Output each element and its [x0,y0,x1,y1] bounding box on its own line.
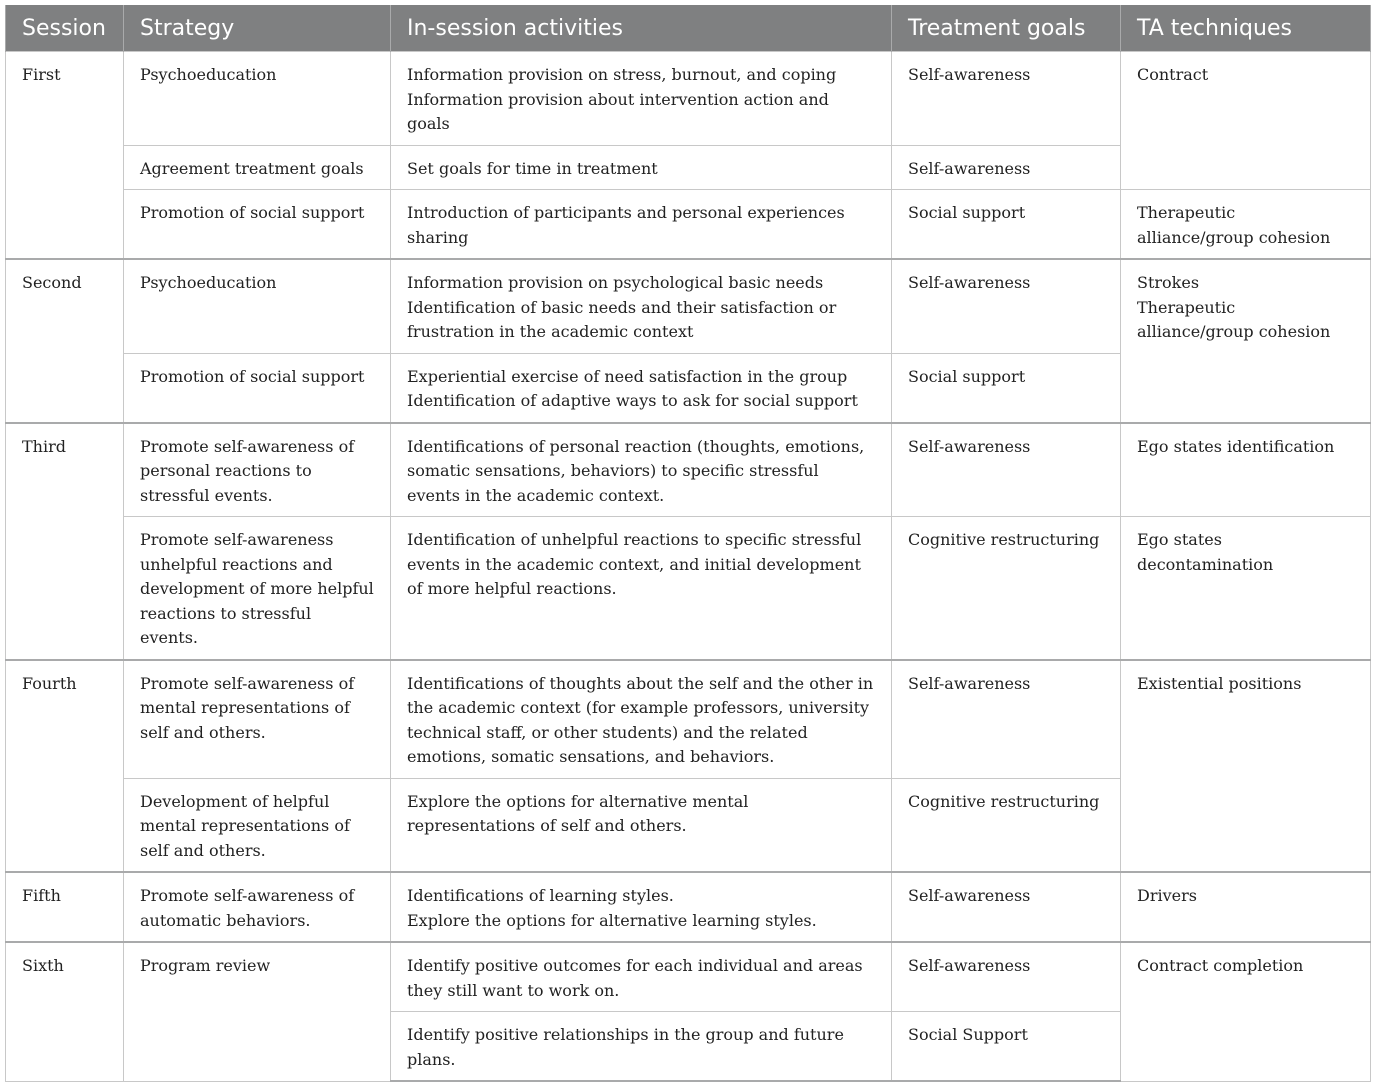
activity-line: Identification of unhelpful reactions to specific stressful events in the academic context, and initial development of more helpful reactions. [407,530,862,598]
activity-line: Explore the options for alternative learning styles. [407,910,817,930]
goal-cell: Cognitive restructuring [892,778,1121,872]
table-row [6,423,1371,517]
strategy-cell: Program review [124,942,391,1081]
goal-cell: Self-awareness [892,942,1121,1012]
header-session: Session [6,5,124,52]
activities-cell [391,190,892,260]
table-row [6,872,1371,942]
ta-line: Therapeutic alliance/group cohesion [1137,297,1331,341]
activities-cell [391,517,892,660]
session-name: Fifth [6,872,124,942]
activity-line: Information provision on psychological basic needs [407,273,824,292]
strategy-cell: Promote self-awareness unhelpful reactions and development of more helpful reactions to stressful events. [124,517,391,660]
activity-line: Identification of adaptive ways to ask for social support [407,391,858,410]
activity-line: Introduction of participants and personal experiences sharing [407,203,845,247]
session-name: Second [6,259,124,423]
goal-cell: Self-awareness [892,259,1121,353]
ta-line: Existential positions [1137,673,1302,693]
strategy-cell: Promote self-awareness of mental representations of self and others. [124,660,391,779]
ta-cell: Drivers [1121,872,1371,942]
ta-cell [1121,259,1371,423]
activities-cell [391,145,892,190]
goal-cell: Self-awareness [892,660,1121,779]
goal-cell: Self-awareness [892,872,1121,942]
activities-cell [391,259,892,353]
activity-line: Experiential exercise of need satisfaction in the group [407,366,848,386]
activities-cell [391,778,892,872]
strategy-cell: Promotion of social support [124,353,391,423]
activity-line: Set goals for time in treatment [407,158,658,178]
table-row [6,660,1371,779]
ta-cell: Ego states identification [1121,423,1371,517]
ta-line: Strokes [1137,273,1200,292]
goal-cell: Self-awareness [892,145,1121,190]
header-row [6,5,1371,52]
table-row [6,517,1371,660]
session-table [5,5,1371,1082]
strategy-cell: Promote self-awareness of personal reactions to stressful events. [124,423,391,517]
session-name: First [6,52,124,260]
activities-cell [391,353,892,423]
activity-line: Identification of basic needs and their satisfaction or frustration in the academic context [407,297,837,341]
table-row [6,942,1371,1012]
strategy-cell: Psychoeducation [124,259,391,353]
strategy-cell: Promote self-awareness of automatic behaviors. [124,872,391,942]
goal-cell: Self-awareness [892,423,1121,517]
activity-line: Identify positive outcomes for each individual and areas they still want to work on. [407,956,863,1000]
session-name: Third [6,423,124,660]
activity-line: Identifications of learning styles. [407,886,674,905]
strategy-cell: Agreement treatment goals [124,145,391,190]
goal-cell: Social support [892,353,1121,423]
header-goals: Treatment goals [892,5,1121,52]
goal-cell: Cognitive restructuring [892,517,1121,660]
goal-cell: Social Support [892,1012,1121,1082]
ta-cell: Therapeutic alliance/group cohesion [1121,190,1371,260]
ta-line: Contract completion [1137,956,1304,975]
table-row [6,52,1371,146]
activity-line: Identifications of thoughts about the self and the other in the academic context (for example professors, university technical staff, or other students) and the related emotions, somatic sensations, and behaviors. [407,673,874,766]
activity-line: Information provision on stress, burnout, and coping [407,65,837,84]
activity-line: Explore the options for alternative mental representations of self and others. [407,791,749,835]
strategy-cell: Promotion of social support [124,190,391,260]
header-ta: TA techniques [1121,5,1371,52]
ta-cell [1121,660,1371,873]
goal-cell: Self-awareness [892,52,1121,146]
table-row [6,190,1371,260]
header-strategy: Strategy [124,5,391,52]
ta-cell: Contract [1121,52,1371,190]
activities-cell [391,660,892,779]
strategy-cell: Psychoeducation [124,52,391,146]
activities-cell [391,942,892,1012]
activities-cell [391,52,892,146]
session-name: Sixth [6,942,124,1081]
session-name: Fourth [6,660,124,873]
activities-cell [391,872,892,942]
activity-line: Identifications of personal reaction (thoughts, emotions, somatic sensations, behaviors) to specific stressful events in the academic context. [407,436,865,505]
activities-cell [391,1012,892,1082]
ta-cell [1121,942,1371,1081]
header-activities: In-session activities [391,5,892,52]
activity-line: Identify positive relationships in the group and future plans. [407,1025,844,1069]
activities-cell [391,423,892,517]
activity-line: Information provision about intervention action and goals [407,89,829,133]
ta-cell: Ego states decontamination [1121,517,1371,660]
goal-cell: Social support [892,190,1121,260]
strategy-cell: Development of helpful mental representations of self and others. [124,778,391,872]
table-row [6,259,1371,353]
